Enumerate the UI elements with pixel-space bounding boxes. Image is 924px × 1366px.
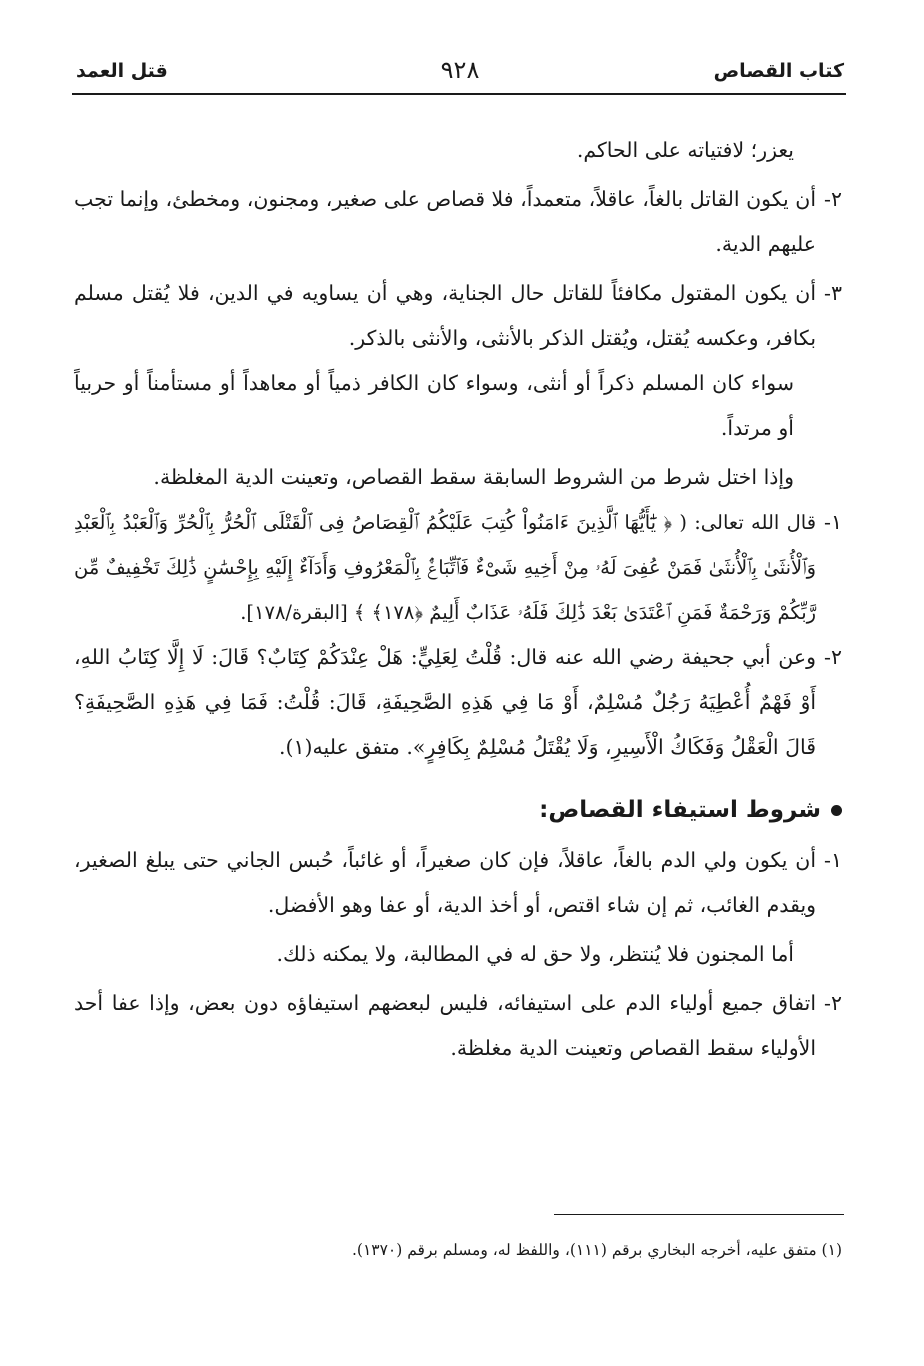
- footnote-rule: [554, 1214, 844, 1215]
- item-number: ٣-: [824, 281, 842, 305]
- evidence-item-1: [74, 500, 842, 635]
- item-number: ٢-: [824, 187, 842, 211]
- chapter-title: قتل العمد: [76, 60, 168, 82]
- item-text: [74, 500, 816, 635]
- item-text: اتفاق جميع أولياء الدم على استيفائه، فليس لبعضهم استيفاؤه دون بعض، وإذا عفا أحد الأولياء سقط القصاص وتعينت الدية مغلظة.: [74, 991, 817, 1060]
- item-text: أن يكون القاتل بالغاً، عاقلاً، متعمداً، فلا قصاص على صغير، ومجنون، ومخطئ، وإنما تجب عليهم الدية.: [74, 187, 817, 256]
- section-heading-text: شروط استيفاء القصاص:: [539, 797, 821, 823]
- bullet-icon: [831, 805, 842, 816]
- fulfillment-item-2: [74, 981, 842, 1071]
- item-number: ١-: [824, 510, 842, 534]
- footnote: (١) متفق عليه، أخرجه البخاري برقم (١١١)، واللفظ له، ومسلم برقم (١٣٧٠).: [351, 1241, 842, 1259]
- page-body: [74, 128, 842, 1071]
- evidence-item-2: [74, 635, 842, 770]
- quran-verse: ﴿ يَٰٓأَيُّهَا ٱلَّذِينَ ءَامَنُواْ كُتِبَ عَلَيْكُمُ ٱلْقِصَاصُ فِى ٱلْقَتْلَى ٱلْحُرُّ بِٱلْحُرِّ وَٱلْعَبْدُ بِٱلْعَبْدِ وَٱلْأُنثَىٰ بِٱلْأُنثَىٰ فَمَنْ عُفِىَ لَهُۥ مِنْ أَخِيهِ شَىْءٌ فَٱتِّبَاعٌۢ بِٱلْمَعْرُوفِ وَأَدَآءٌ إِلَيْهِ بِإِحْسَٰنٍ ذَٰلِكَ تَخْفِيفٌ مِّن رَّبِّكُمْ وَرَحْمَةٌ فَمَنِ ٱعْتَدَىٰ بَعْدَ ذَٰلِكَ فَلَهُۥ عَذَابٌ أَلِيمٌ ﴿١٧٨﴾ ﴾: [74, 511, 817, 624]
- item-number: ٢-: [824, 645, 842, 669]
- item-number: ٢-: [824, 991, 842, 1015]
- continuation-line: يعزر؛ لافتياته على الحاكم.: [576, 138, 794, 162]
- paragraph-condition-failure: وإذا اختل شرط من الشروط السابقة سقط القصاص، وتعينت الدية المغلظة.: [153, 465, 794, 489]
- section-heading: [74, 782, 842, 838]
- fulfillment-item-1: [74, 838, 842, 928]
- surah-reference: [البقرة/١٧٨].: [240, 601, 348, 624]
- running-head: [76, 56, 844, 88]
- book-title: كتاب القصاص: [713, 60, 844, 82]
- condition-item-3: [74, 271, 842, 361]
- item-number: ١-: [824, 848, 842, 872]
- condition-item-2: [74, 177, 842, 267]
- item-text: أن يكون ولي الدم بالغاً، عاقلاً، فإن كان صغيراً، أو غائباً، حُبس الجاني حتى يبلغ الصغير، ويقدم الغائب، ثم إن شاء اقتص، أو أخذ الدية، أو عفا وهو الأفضل.: [74, 848, 817, 917]
- header-rule: [72, 93, 846, 95]
- paragraph-insane: أما المجنون فلا يُنتظر، ولا حق له في المطالبة، ولا يمكنه ذلك.: [276, 942, 794, 966]
- item-text: أن يكون المقتول مكافئاً للقاتل حال الجناية، وهي أن يساويه في الدين، فلا يُقتل مسلم بكافر، وعكسه يُقتل، ويُقتل الذكر بالأنثى، والأنثى بالذكر.: [74, 281, 817, 350]
- hadith-text: وعن أبي جحيفة رضي الله عنه قال: قُلْتُ لِعَلِيٍّ: هَلْ عِنْدَكُمْ كِتَابٌ؟ قَالَ: لَا إِلَّا كِتَابُ اللهِ، أَوْ فَهْمٌ أُعْطِيَهُ رَجُلٌ مُسْلِمٌ، أَوْ مَا فِي هَذِهِ الصَّحِيفَةِ، قَالَ: قُلْتُ: فَمَا فِي هَذِهِ الصَّحِيفَةِ؟ قَالَ الْعَقْلُ وَفَكَاكُ الْأَسِيرِ، وَلَا يُقْتَلُ مُسْلِمٌ بِكَافِرٍ». متفق عليه(١).: [74, 645, 817, 759]
- evidence-intro: قال الله تعالى: (: [679, 511, 817, 534]
- paragraph-equality: سواء كان المسلم ذكراً أو أنثى، وسواء كان الكافر ذمياً أو معاهداً أو مستأمناً أو حربياً أو مرتداً.: [74, 371, 794, 440]
- page-number: ٩٢٨: [440, 56, 480, 84]
